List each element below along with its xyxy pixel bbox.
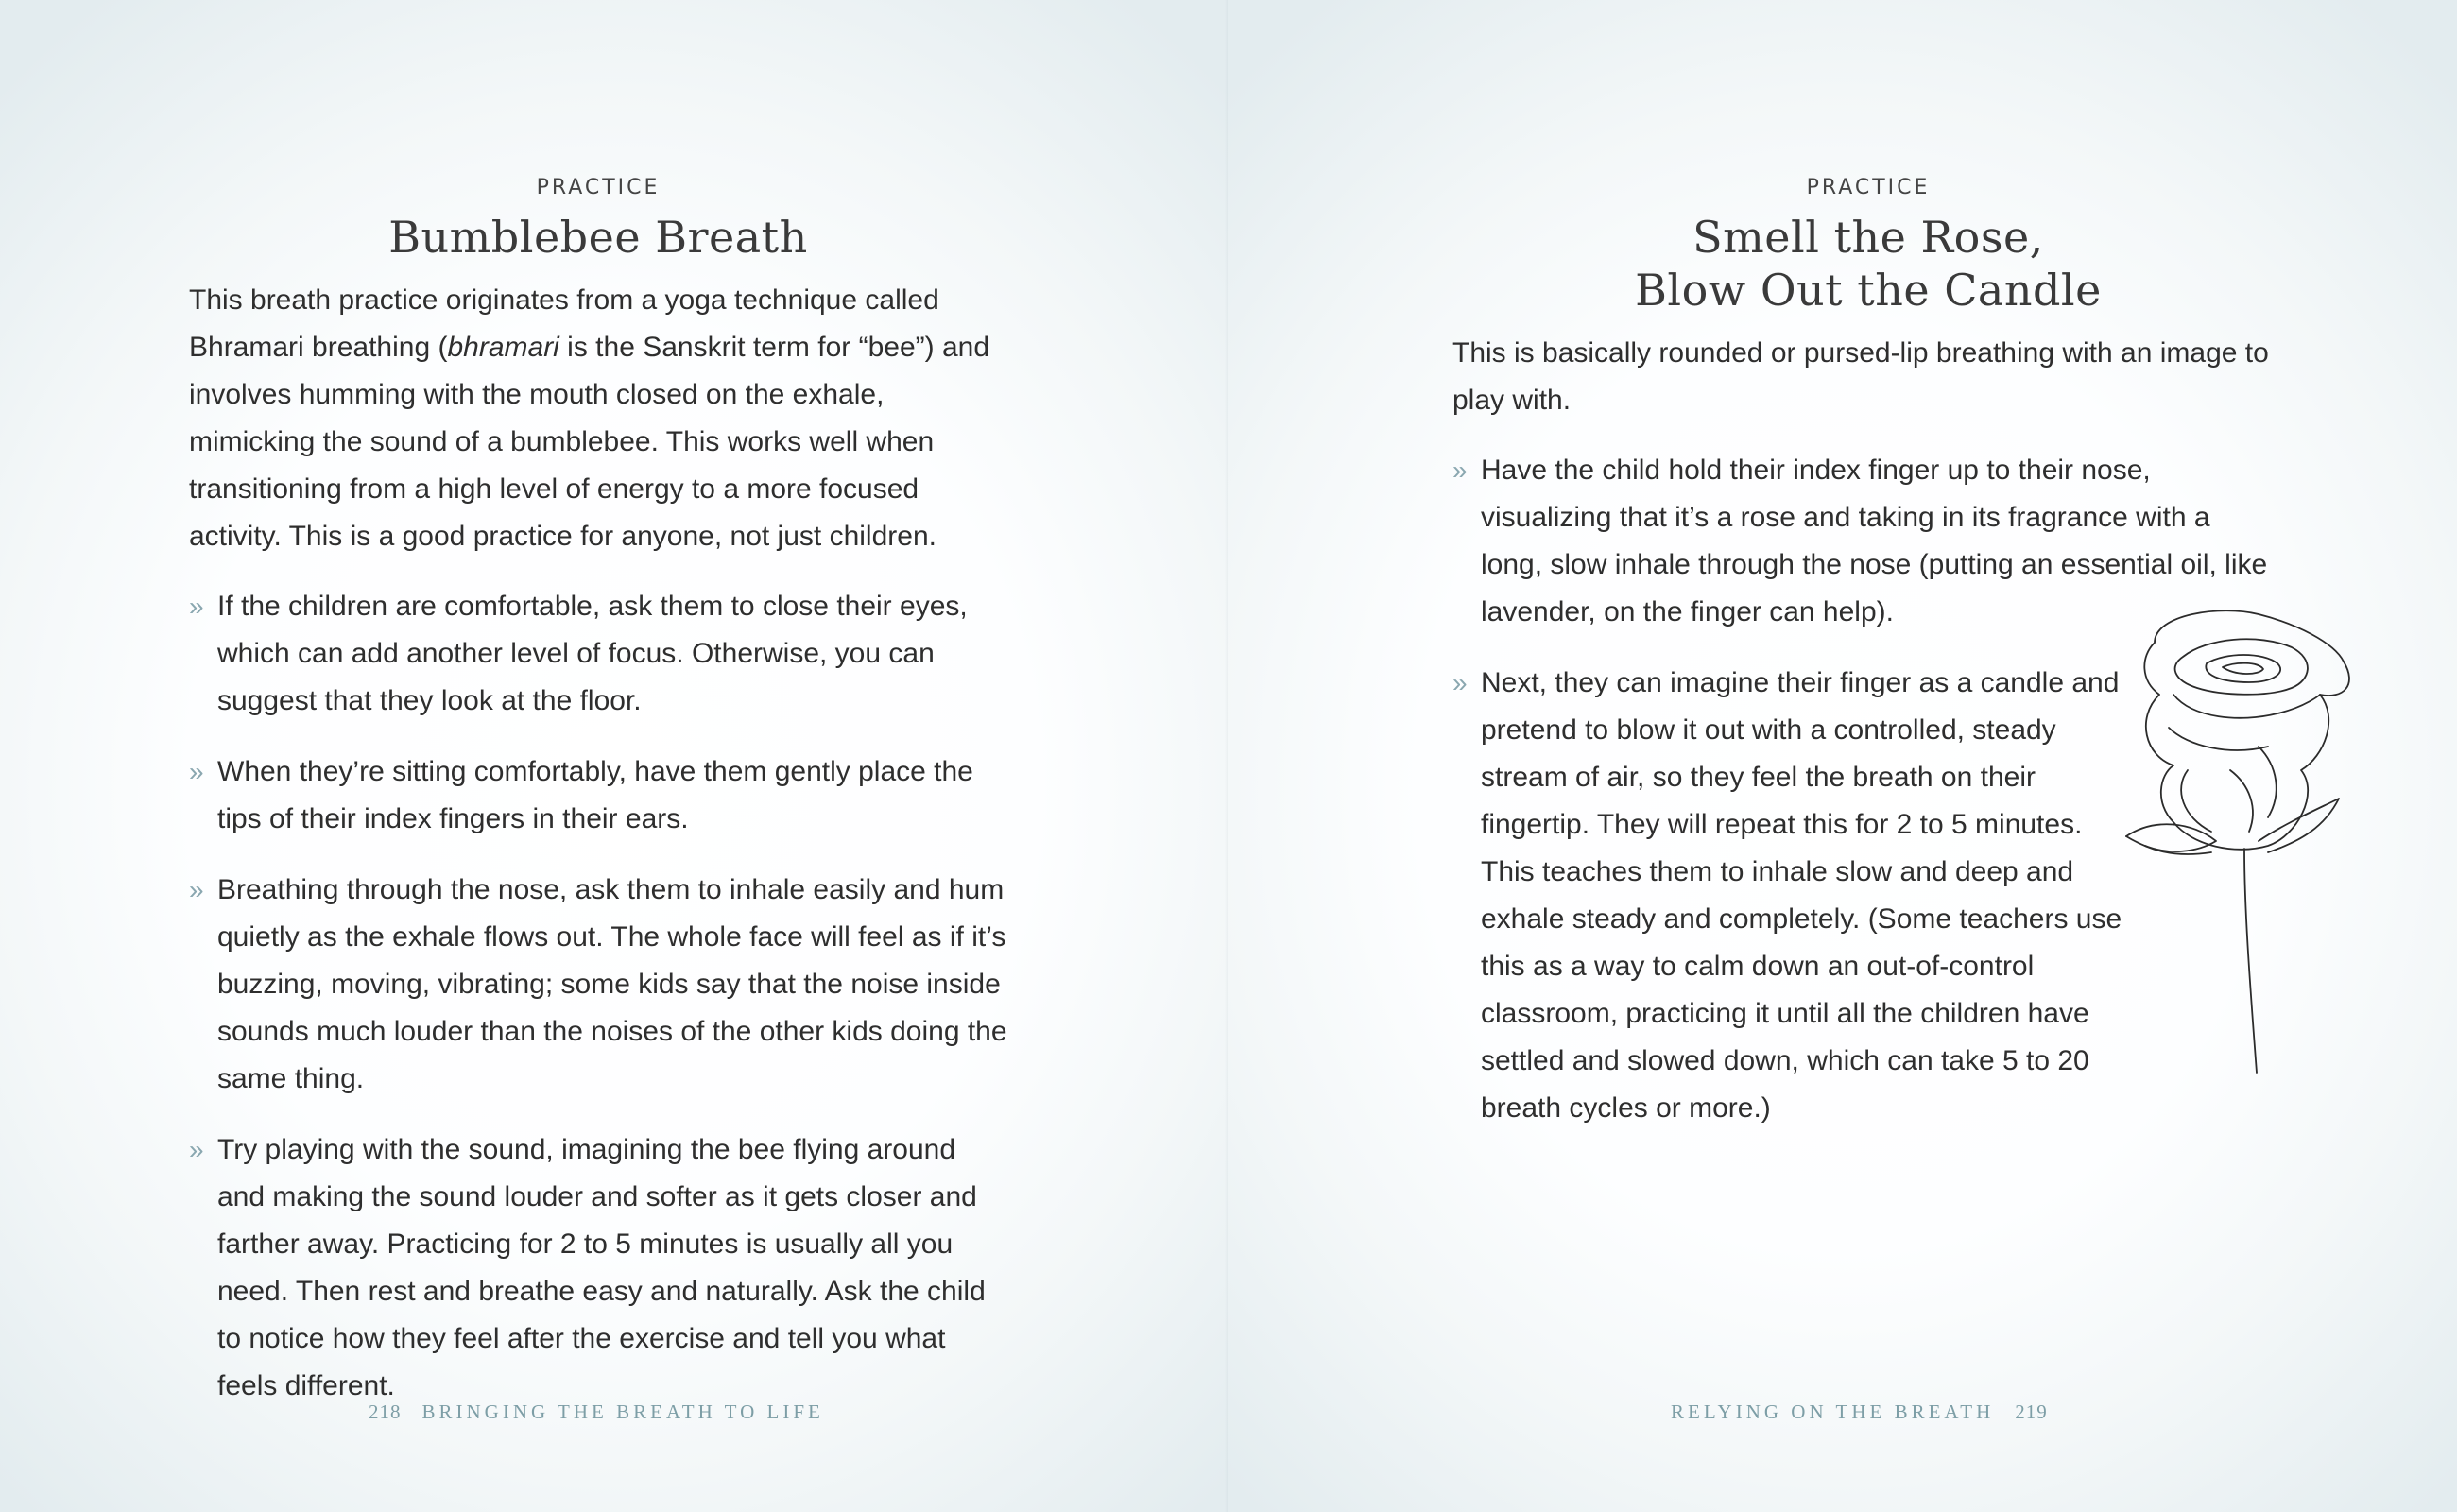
list-item: » Have the child hold their index finger up to their nose, visualizing that it’s a rose and taking in its fragrance with a long, slow inhale through the nose (putting an essential oil, like lavender, on the finger can help). xyxy=(1452,447,2284,636)
sanskrit-term: bhramari xyxy=(447,332,559,363)
bullet-marker: » xyxy=(189,757,204,786)
bullet-marker: » xyxy=(1452,668,1468,697)
right-running-head: RELYING ON THE BREATH xyxy=(1671,1400,1995,1423)
bullet-marker: » xyxy=(189,875,204,904)
list-item: » If the children are comfortable, ask them to close their eyes, which can add another level of focus. Otherwise, you can suggest that they look at the floor. xyxy=(189,583,1007,725)
left-bullet-list xyxy=(189,583,1007,1410)
list-item: » Breathing through the nose, ask them to inhale easily and hum quietly as the exhale flows out. The whole face will feel as if it’s buzzing, moving, vibrating; some kids say that the noise inside sounds much louder than the noises of the other kids doing the same thing. xyxy=(189,867,1007,1103)
right-page-title: Smell the Rose, Blow Out the Candle xyxy=(1635,212,2102,316)
right-kicker: PRACTICE xyxy=(1806,176,1931,199)
left-running-head: BRINGING THE BREATH TO LIFE xyxy=(421,1400,824,1423)
bullet-marker: » xyxy=(189,592,204,621)
right-intro-paragraph: This is basically rounded or pursed-lip breathing with an image to play with. xyxy=(1452,337,2269,416)
right-page-number: 219 xyxy=(2015,1400,2048,1423)
left-intro-paragraph: This breath practice originates from a yoga technique called Bhramari breathing (bhramari is the Sanskrit term for “bee”) and involves humming with the mouth closed on the exhale, mimicking the sound of a bumblebee. This works well when transitioning from a high level of energy to a more focused activity. This is a good practice for anyone, not just children. xyxy=(189,284,990,552)
right-page xyxy=(1228,0,2457,1512)
rose-illustration xyxy=(2117,605,2381,1077)
bullet-marker: » xyxy=(1452,455,1468,485)
right-footer xyxy=(1671,1400,2048,1424)
bullet-marker: » xyxy=(189,1135,204,1164)
left-content xyxy=(189,176,1007,1434)
list-item: » Try playing with the sound, imagining the bee flying around and making the sound louder and softer as it gets closer and farther away. Practicing for 2 to 5 minutes is usually all you need. Then rest and breathe easy and naturally. Ask the child to notice how they feel after the exercise and tell you what feels different. xyxy=(189,1126,1007,1410)
left-kicker: PRACTICE xyxy=(536,176,661,199)
left-page-number: 218 xyxy=(369,1400,402,1423)
list-item: » Next, they can imagine their finger as a candle and pretend to blow it out with a controlled, steady stream of air, so they feel the breath on their fingertip. They will repeat this for 2 to 5 minutes. This teaches them to inhale slow and deep and exhale steady and completely. (Some teachers use this as a way to calm down an out-of-control classroom, practicing it until all the children have settled and slowed down, which can take 5 to 20 breath cycles or more.) xyxy=(1452,660,2284,1132)
list-item: » When they’re sitting comfortably, have them gently place the tips of their index fingers in their ears. xyxy=(189,748,1007,843)
left-page xyxy=(0,0,1228,1512)
left-footer xyxy=(369,1400,824,1424)
left-page-title: Bumblebee Breath xyxy=(388,212,808,263)
